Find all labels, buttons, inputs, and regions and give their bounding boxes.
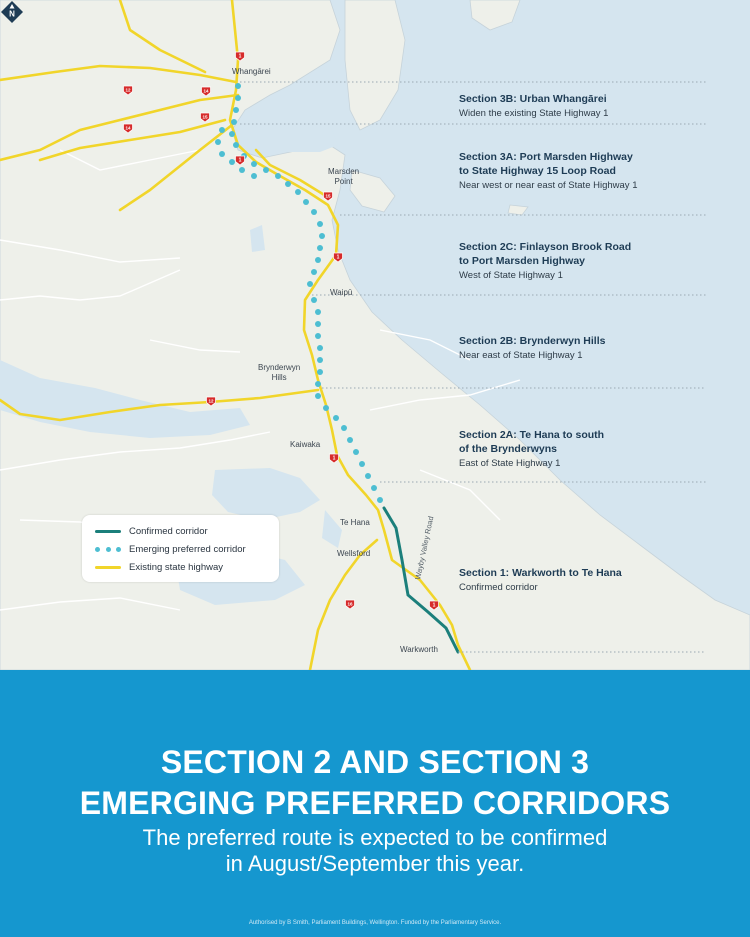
section-title: Section 2C: Finlayson Brook Road to Port Marsden Highway: [459, 241, 632, 267]
north-label: N: [9, 9, 15, 19]
section-title: Section 3A: Port Marsden Highway to State Highway 15 Loop Road: [459, 151, 633, 177]
place-whangarei: Whangārei: [232, 67, 271, 76]
existing-swatch: [95, 566, 121, 569]
section-3a: [459, 150, 744, 193]
subtitle-line-1: The preferred route is expected to be confirmed: [142, 825, 608, 850]
shield-label: 15: [202, 114, 208, 120]
section-3b: [459, 92, 744, 121]
place-kaiwaka: Kaiwaka: [290, 440, 321, 449]
place-marsden-point: Marsden Point: [328, 167, 360, 186]
shield-label: 12: [208, 398, 214, 404]
north-arrow-icon: [0, 0, 24, 24]
place-te-hana: Te Hana: [340, 518, 370, 527]
emerging-swatch: [95, 547, 121, 552]
legend-label: Confirmed corridor: [129, 525, 208, 537]
section-desc: Near west or near east of State Highway 1: [459, 180, 638, 191]
headline-line-2: EMERGING PREFERRED CORRIDORS: [79, 785, 671, 821]
shield-label: 12: [125, 87, 131, 93]
section-2c: [459, 240, 744, 283]
legend-item-emerging: [95, 543, 246, 555]
section-title: Section 1: Warkworth to Te Hana: [459, 567, 622, 579]
section-title: Section 2B: Brynderwyn Hills: [459, 335, 606, 347]
headline-banner: [0, 670, 750, 937]
section-1: [459, 566, 744, 595]
shield-label: 14: [203, 88, 209, 94]
place-warkworth: Warkworth: [400, 645, 438, 654]
section-2a: [459, 428, 744, 471]
section-desc: East of State Highway 1: [459, 458, 561, 469]
legend-label: Existing state highway: [129, 561, 223, 573]
section-desc: Confirmed corridor: [459, 582, 538, 593]
section-desc: West of State Highway 1: [459, 270, 563, 281]
shield-label: 1: [238, 53, 242, 60]
shield-label: 1: [332, 455, 336, 462]
authorisation-statement: Authorised by B Smith, Parliament Buildings, Wellington. Funded by the Parliamentary Service.: [248, 920, 502, 926]
wayby-valley-road-label: Wayby Valley Road: [413, 515, 436, 581]
confirmed-swatch: [95, 530, 121, 533]
section-title: Section 3B: Urban Whangārei: [459, 93, 607, 105]
shield-label: 15: [325, 193, 331, 199]
place-brynderwyn-hills: Brynderwyn Hills: [258, 363, 301, 382]
shield-label: 16: [347, 601, 353, 607]
place-waipu: Waipū: [330, 288, 353, 297]
legend-label: Emerging preferred corridor: [129, 543, 246, 555]
section-2b: [459, 334, 744, 363]
map-legend: [82, 515, 279, 582]
shield-label: 1: [432, 602, 436, 609]
section-desc: Widen the existing State Highway 1: [459, 108, 609, 119]
shield-label: 1: [238, 157, 242, 164]
shield-label: 14: [125, 125, 131, 131]
legend-item-existing: [95, 561, 223, 573]
shield-label: 1: [336, 254, 340, 261]
headline-line-1: SECTION 2 AND SECTION 3: [160, 744, 590, 780]
place-wellsford: Wellsford: [337, 549, 371, 558]
legend-item-confirmed: [95, 525, 208, 537]
subtitle-line-2: in August/September this year.: [225, 851, 525, 876]
section-desc: Near east of State Highway 1: [459, 350, 583, 361]
section-title: Section 2A: Te Hana to south of the Brynderwyns: [459, 429, 605, 455]
